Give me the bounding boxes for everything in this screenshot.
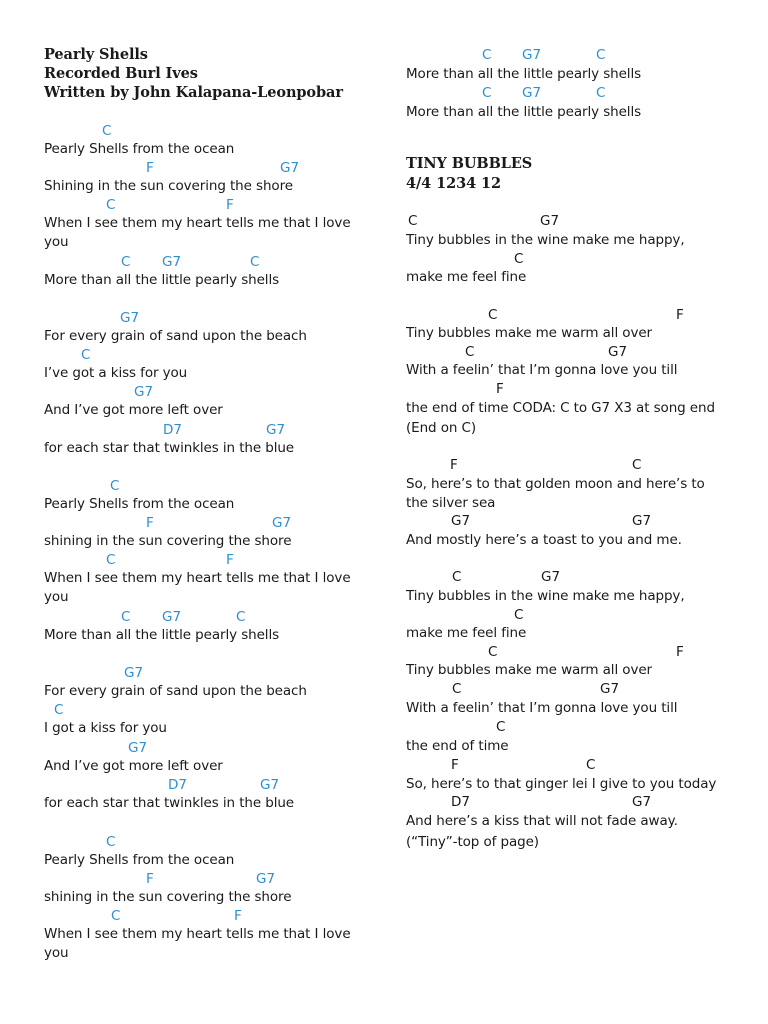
lyric-line: you	[44, 589, 69, 605]
chord: C	[482, 47, 492, 63]
chord: C	[632, 457, 642, 473]
lyric-line: you	[44, 234, 69, 250]
chord: G7	[280, 160, 300, 176]
lyric-line: Tiny bubbles in the wine make me happy,	[406, 232, 685, 248]
lyric-line: Pearly Shells from the ocean	[44, 141, 235, 157]
chord: C	[465, 344, 475, 360]
chord: F	[146, 160, 154, 176]
chord: G7	[134, 384, 154, 400]
chord: C	[514, 607, 524, 623]
chord: F	[146, 871, 154, 887]
recorded-by: Recorded Burl Ives	[44, 65, 198, 82]
chord: G7	[600, 681, 620, 697]
chord: C	[488, 307, 498, 323]
chord: C	[452, 681, 462, 697]
lyric-line: And here’s a kiss that will not fade away.	[406, 813, 678, 829]
chord: G7	[451, 513, 471, 529]
lyric-line: the silver sea	[406, 495, 496, 511]
lyric-line: With a feelin’ that I’m gonna love you till	[406, 700, 678, 716]
chord: G7	[124, 665, 144, 681]
lyric-line: When I see them my heart tells me that I love	[44, 926, 351, 942]
chord: C	[111, 908, 121, 924]
lyric-line: And mostly here’s a toast to you and me.	[406, 532, 682, 548]
chord: G7	[272, 515, 292, 531]
lyric-line: More than all the little pearly shells	[44, 272, 280, 288]
chord: F	[496, 381, 504, 397]
chord: D7	[163, 422, 182, 438]
lyric-line: So, here’s to that ginger lei I give to you today	[406, 776, 717, 792]
chord: G7	[632, 513, 652, 529]
lyric-line: Tiny bubbles in the wine make me happy,	[406, 588, 685, 604]
chord: C	[488, 644, 498, 660]
lyric-line: shining in the sun covering the shore	[44, 889, 292, 905]
chord: F	[676, 644, 684, 660]
chord: C	[102, 123, 112, 139]
chord: D7	[168, 777, 187, 793]
chord: G7	[162, 609, 182, 625]
chord: F	[676, 307, 684, 323]
chord: F	[146, 515, 154, 531]
chord: C	[596, 85, 606, 101]
lyric-line: When I see them my heart tells me that I love	[44, 570, 351, 586]
chord: C	[121, 609, 131, 625]
chord: C	[496, 719, 506, 735]
chord: G7	[120, 310, 140, 326]
lyric-line: More than all the little pearly shells	[406, 104, 642, 120]
chord: G7	[260, 777, 280, 793]
chord: D7	[451, 794, 470, 810]
chord: G7	[522, 47, 542, 63]
chord: F	[226, 197, 234, 213]
written-by: Written by John Kalapana-Leonpobar	[44, 84, 343, 101]
chord: C	[514, 251, 524, 267]
chord: C	[54, 702, 64, 718]
song-title: Pearly Shells	[44, 46, 148, 63]
lyric-line: Tiny bubbles make me warm all over	[406, 325, 653, 341]
chord: F	[234, 908, 242, 924]
lyric-line: I’ve got a kiss for you	[44, 365, 188, 381]
lyric-line: make me feel fine	[406, 269, 527, 285]
lyric-line: For every grain of sand upon the beach	[44, 683, 307, 699]
lyric-line: Pearly Shells from the ocean	[44, 852, 235, 868]
chord: C	[250, 254, 260, 270]
lyric-line: More than all the little pearly shells	[406, 66, 642, 82]
lyric-line: (End on C)	[406, 420, 477, 436]
lyric-line: Shining in the sun covering the shore	[44, 178, 293, 194]
chord: G7	[540, 213, 560, 229]
lyric-line: So, here’s to that golden moon and here’s to	[406, 476, 705, 492]
lyric-line: And I’ve got more left over	[44, 758, 223, 774]
chord: C	[408, 213, 418, 229]
lyric-line: For every grain of sand upon the beach	[44, 328, 307, 344]
lyric-line: you	[44, 945, 69, 961]
chord: C	[81, 347, 91, 363]
lyric-line: And I’ve got more left over	[44, 402, 223, 418]
chord: C	[482, 85, 492, 101]
lyric-line: for each star that twinkles in the blue	[44, 440, 295, 456]
lyric-line: Tiny bubbles make me warm all over	[406, 662, 653, 678]
chord: C	[121, 254, 131, 270]
chord: C	[596, 47, 606, 63]
lyric-line: the end of time CODA: C to G7 X3 at song end	[406, 400, 715, 416]
song-title: TINY BUBBLES	[406, 155, 533, 172]
lyric-line: for each star that twinkles in the blue	[44, 795, 295, 811]
chord: C	[106, 197, 116, 213]
chord: C	[106, 834, 116, 850]
lyric-line: With a feelin’ that I’m gonna love you till	[406, 362, 678, 378]
lyric-line: More than all the little pearly shells	[44, 627, 280, 643]
time-signature: 4/4 1234 12	[406, 175, 502, 192]
lyric-line: the end of time	[406, 738, 509, 754]
lyric-line: I got a kiss for you	[44, 720, 167, 736]
chord: C	[586, 757, 596, 773]
lyric-line: Pearly Shells from the ocean	[44, 496, 235, 512]
chord: G7	[608, 344, 628, 360]
lyric-line: (“Tiny”-top of page)	[406, 834, 539, 850]
chord: G7	[162, 254, 182, 270]
chord: G7	[266, 422, 286, 438]
chord: G7	[522, 85, 542, 101]
chord: F	[226, 552, 234, 568]
chord: C	[110, 478, 120, 494]
lyric-line: When I see them my heart tells me that I love	[44, 215, 351, 231]
chord: C	[452, 569, 462, 585]
chord: C	[106, 552, 116, 568]
lyric-line: shining in the sun covering the shore	[44, 533, 292, 549]
chord: F	[450, 457, 458, 473]
chord: C	[236, 609, 246, 625]
chord: G7	[541, 569, 561, 585]
chord: G7	[632, 794, 652, 810]
chord: G7	[256, 871, 276, 887]
chord: F	[451, 757, 459, 773]
lyric-line: make me feel fine	[406, 625, 527, 641]
chord: G7	[128, 740, 148, 756]
